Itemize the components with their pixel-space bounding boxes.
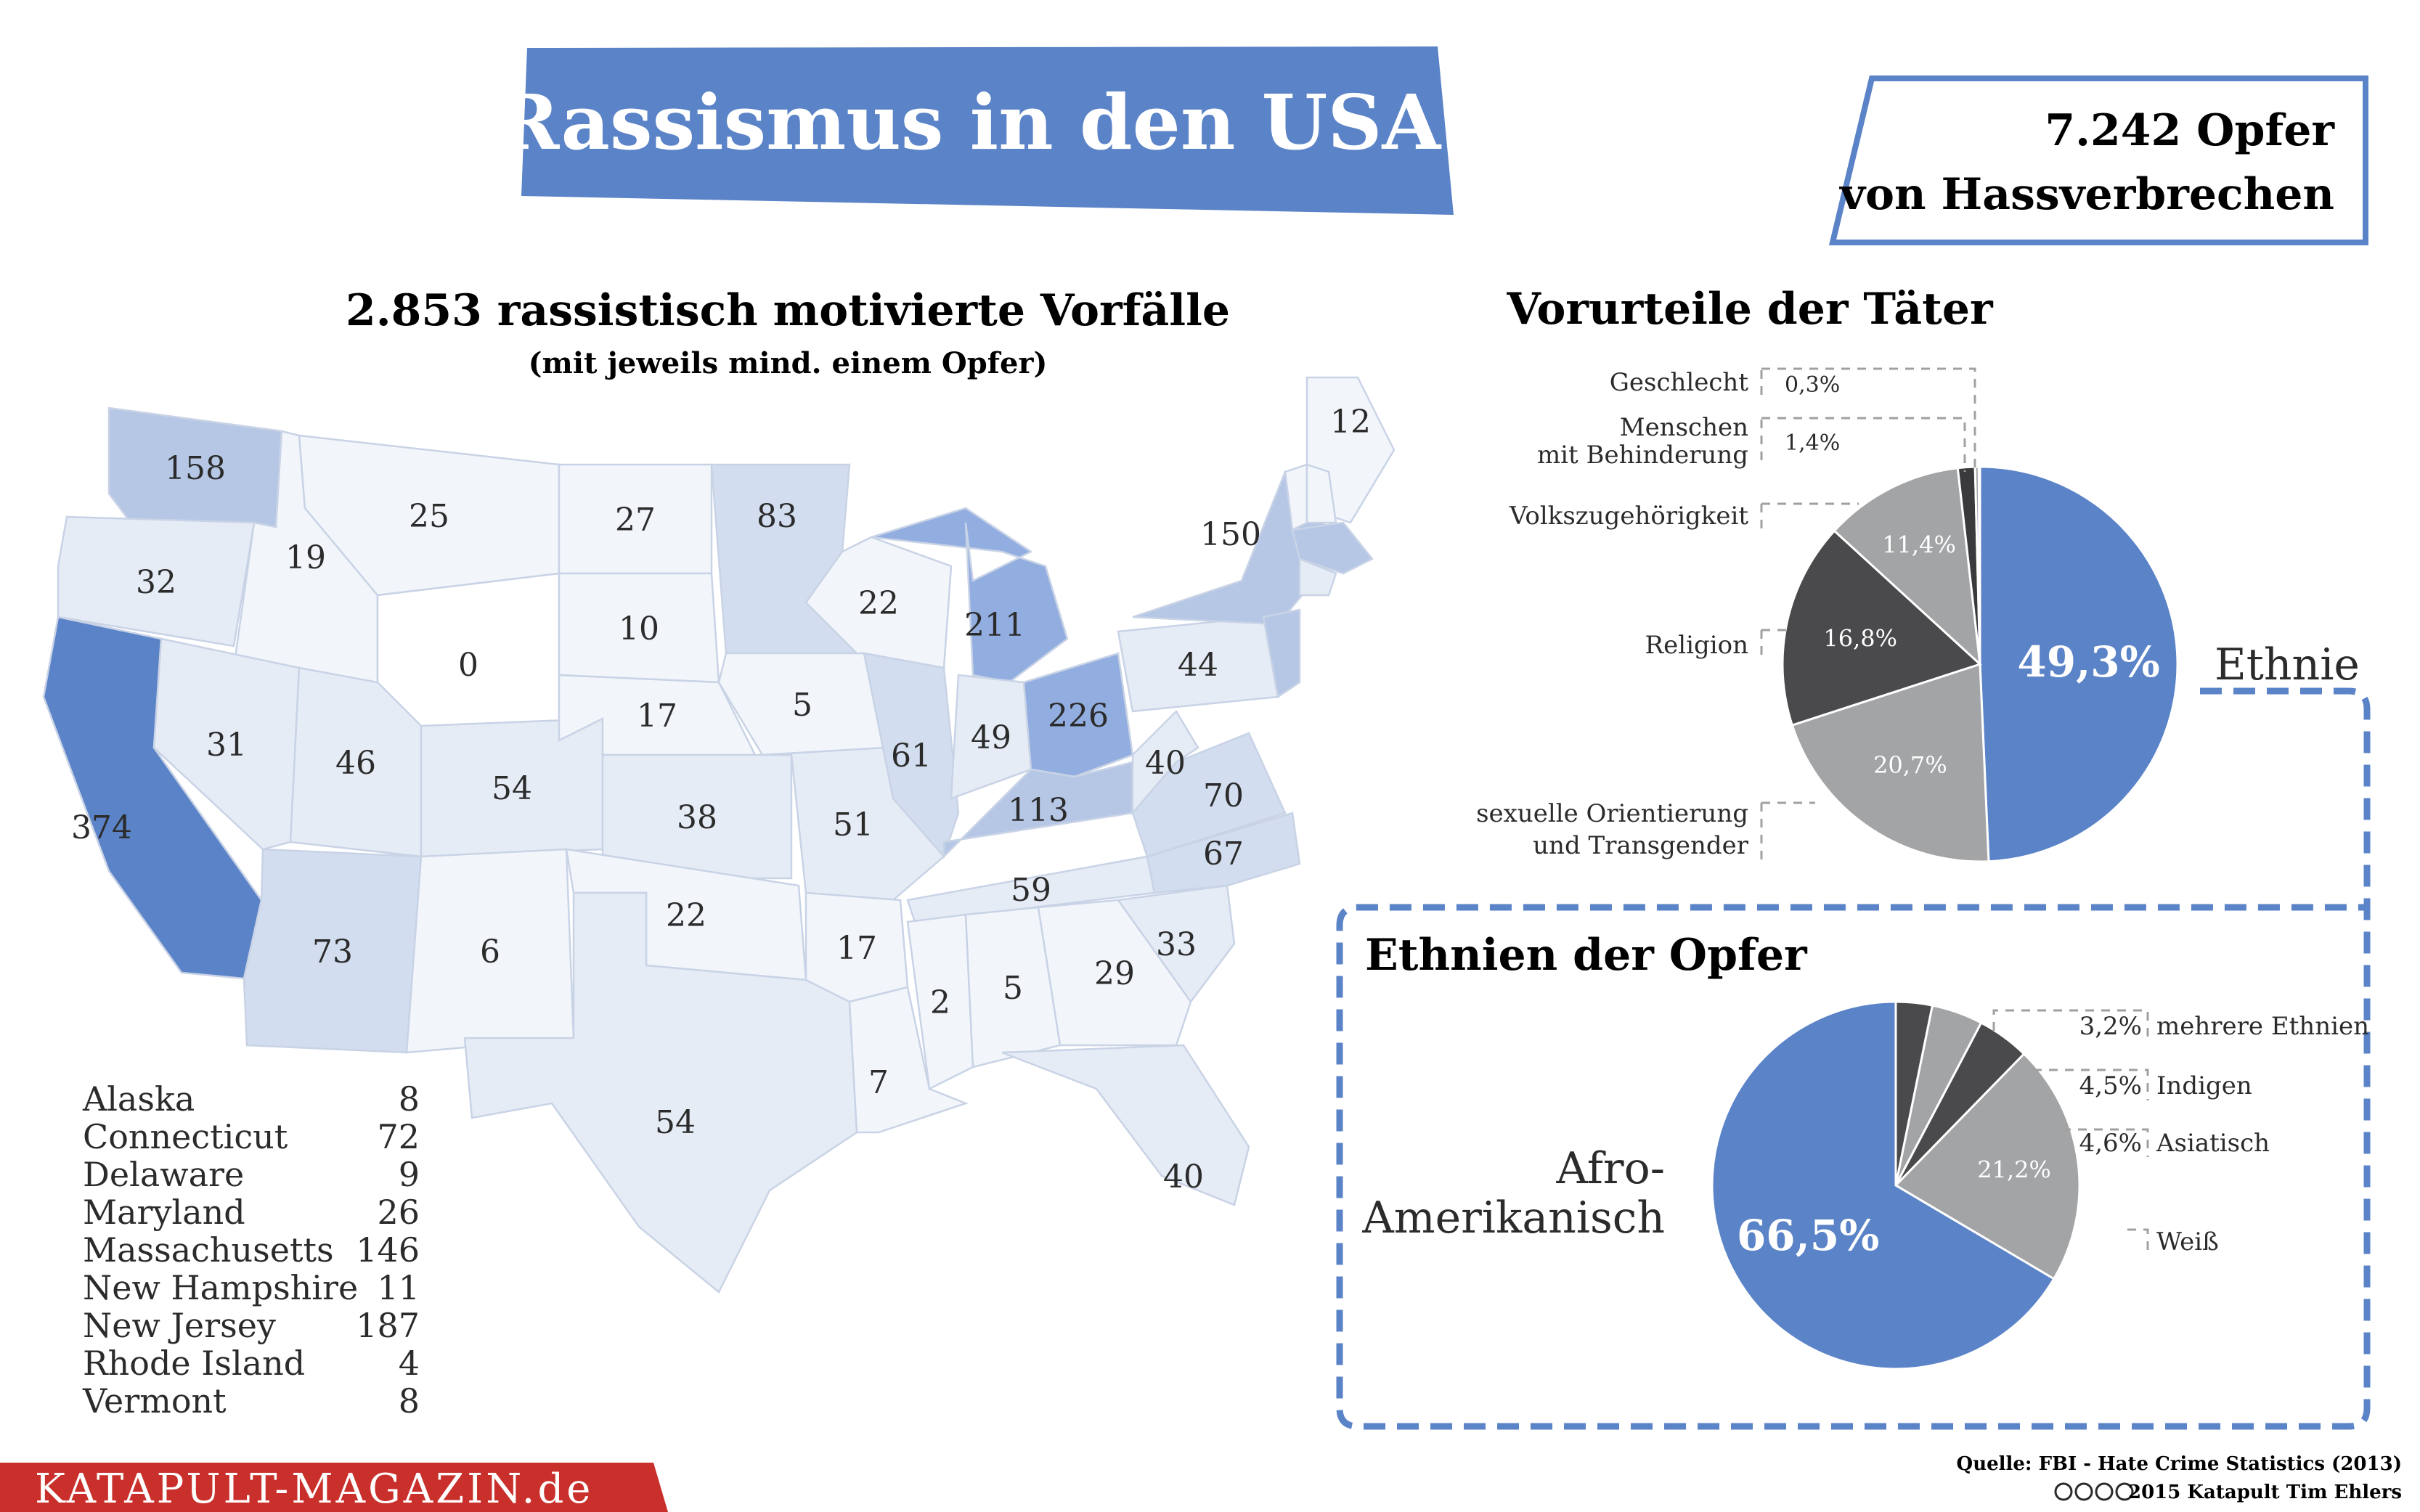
label-religion: Religion (1645, 631, 1748, 660)
small-state-value: 11 (377, 1268, 420, 1307)
small-state-name: Maryland (83, 1193, 245, 1232)
pct-asiatisch: 4,6% (2079, 1129, 2142, 1158)
victims-count: 7.242 Opfer (2045, 105, 2334, 156)
value-MN: 83 (757, 498, 797, 535)
value-WA: 158 (165, 450, 226, 487)
value-CO: 54 (492, 770, 532, 807)
pie-value-label: 21,2% (1977, 1156, 2051, 1184)
value-NE: 17 (637, 698, 677, 735)
small-state-value: 8 (398, 1079, 420, 1119)
pie-value-label: 66,5% (1736, 1211, 1880, 1261)
label-sexuell-2: und Transgender (1533, 831, 1748, 860)
value-WV: 40 (1145, 745, 1186, 782)
value-TN: 59 (1011, 872, 1051, 909)
pie-ethnien (1712, 1002, 2079, 1369)
label-sexuell-1: sexuelle Orientierung (1476, 799, 1748, 828)
value-ND: 27 (615, 502, 656, 539)
value-MI: 211 (964, 607, 1025, 644)
value-MS: 2 (930, 984, 950, 1021)
pie-value-label: 49,3% (2017, 637, 2160, 687)
label-mehrere: mehrere Ethnien (2156, 1012, 2369, 1041)
state-FL (1002, 1045, 1249, 1205)
value-NM: 6 (480, 933, 500, 970)
small-state-value: 187 (356, 1306, 420, 1345)
small-state-value: 26 (377, 1193, 420, 1232)
value-ME: 12 (1330, 404, 1371, 441)
pie1-labels (1476, 368, 1840, 860)
value-IN: 49 (971, 719, 1011, 756)
pct-mehrere: 3,2% (2079, 1012, 2142, 1041)
small-state-name: Alaska (83, 1079, 195, 1119)
brand-text: KATAPULT-MAGAZIN.de (35, 1466, 594, 1512)
label-behinderung-1: Menschen (1619, 413, 1748, 442)
pie2-title: Ethnien der Opfer (1365, 930, 1807, 981)
value-NC: 67 (1203, 835, 1244, 873)
small-state-value: 4 (398, 1344, 420, 1383)
small-state-name: Massachusetts (83, 1230, 334, 1270)
value-CA: 374 (71, 809, 132, 846)
pct-behinderung: 1,4% (1785, 430, 1841, 456)
label-asiatisch: Asiatisch (2156, 1129, 2270, 1158)
value-IA: 5 (792, 687, 812, 724)
pct-indigen: 4,5% (2079, 1071, 2142, 1100)
small-state-value: 8 (398, 1381, 420, 1421)
pie-value-label: 20,7% (1873, 751, 1947, 779)
label-geschlecht: Geschlecht (1609, 368, 1748, 397)
label-behinderung-2: mit Behinderung (1536, 441, 1748, 470)
value-OK: 22 (666, 897, 706, 934)
small-states-list (82, 1079, 420, 1421)
value-AL: 5 (1003, 970, 1023, 1007)
small-state-name: Vermont (83, 1381, 227, 1421)
value-OR: 32 (136, 564, 176, 601)
small-state-name: New Jersey (83, 1306, 276, 1345)
pie1-title: Vorurteile der Täter (1507, 284, 1993, 335)
value-KY: 113 (1008, 792, 1069, 829)
value-MO: 51 (833, 806, 873, 843)
value-SD: 10 (619, 610, 659, 647)
value-ID: 19 (285, 539, 326, 576)
value-PA: 44 (1178, 647, 1218, 684)
small-state-value: 146 (356, 1230, 420, 1270)
small-state-value: 72 (377, 1117, 420, 1156)
small-state-name: Rhode Island (83, 1344, 306, 1383)
label-ethnie: Ethnie (2215, 639, 2360, 690)
value-AZ: 73 (312, 933, 353, 970)
label-afro-1: Afro- (1556, 1143, 1665, 1194)
credit-text: 2015 Katapult Tim Ehlers (2128, 1482, 2402, 1503)
value-FL: 40 (1163, 1158, 1204, 1196)
label-afro-2: Amerikanisch (1362, 1193, 1665, 1243)
value-NY: 150 (1200, 516, 1261, 553)
pie-value-label: 16,8% (1823, 624, 1898, 653)
value-GA: 29 (1094, 955, 1135, 992)
value-SC: 33 (1156, 926, 1197, 963)
value-WY: 0 (458, 647, 478, 684)
value-OH: 226 (1048, 698, 1109, 735)
label-weiss: Weiß (2156, 1227, 2219, 1256)
small-state-name: Delaware (83, 1155, 245, 1194)
value-IL: 61 (891, 737, 932, 775)
value-VA: 70 (1203, 777, 1244, 814)
value-MT: 25 (409, 498, 449, 535)
value-LA: 7 (868, 1064, 889, 1101)
value-NV: 31 (206, 727, 247, 764)
map-subtitle: (mit jeweils mind. einem Opfer) (528, 346, 1048, 380)
value-KS: 38 (677, 799, 717, 836)
value-AR: 17 (836, 930, 877, 967)
small-state-name: New Hampshire (83, 1268, 359, 1307)
victims-caption: von Hassverbrechen (1840, 169, 2334, 220)
source-text: Quelle: FBI - Hate Crime Statistics (2013) (1956, 1453, 2402, 1475)
small-state-value: 9 (398, 1155, 420, 1194)
map-title: 2.853 rassistisch motivierte Vorfälle (345, 285, 1231, 336)
label-indigen: Indigen (2156, 1071, 2252, 1100)
label-volk: Volkszugehörigkeit (1509, 502, 1748, 531)
page-title: Rassismus in den USA (496, 78, 1441, 167)
cc-icons (2056, 1484, 2132, 1500)
pie-value-label: 11,4% (1882, 531, 1956, 559)
value-UT: 46 (335, 745, 376, 782)
pie-vorurteile (1783, 467, 2177, 862)
small-state-name: Connecticut (83, 1117, 288, 1156)
value-WI: 22 (858, 585, 899, 622)
pct-geschlecht: 0,3% (1785, 372, 1841, 398)
value-TX: 54 (655, 1104, 696, 1141)
